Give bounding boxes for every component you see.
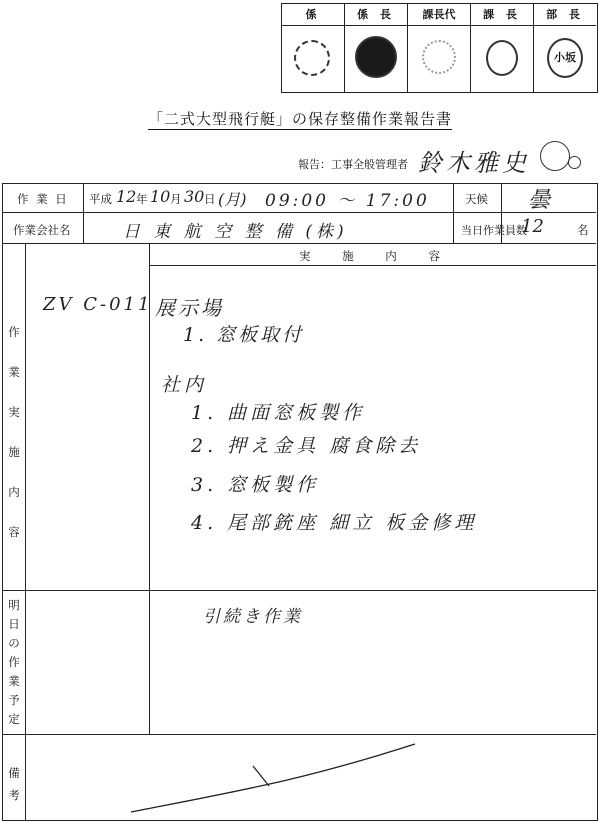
role-header-kachodai: 課長代 bbox=[408, 4, 471, 26]
date-year: 12 bbox=[116, 187, 137, 206]
seal-stamp bbox=[422, 40, 456, 74]
reporter-signature: 鈴木雅史 bbox=[418, 149, 530, 177]
work-time-range: 09:00 ～ 17:00 bbox=[265, 191, 430, 211]
approval-stamp-table bbox=[281, 3, 598, 93]
date-month-unit: 月 bbox=[170, 192, 182, 206]
work-line: 1. 窓板取付 bbox=[183, 324, 305, 346]
workers-label: 当日作業員数 bbox=[461, 224, 527, 237]
stamp-cell-bucho bbox=[534, 26, 596, 92]
stamp-cell-kachodai bbox=[408, 26, 471, 92]
date-day-unit: 日 bbox=[204, 192, 216, 206]
work-section-label: 作 業 実 施 内 容 bbox=[8, 325, 20, 539]
role-header-kakari: 係 bbox=[282, 4, 345, 26]
plan-section-label: 明 日 の 作 業 予 定 bbox=[8, 598, 20, 726]
work-line: 1. 曲面窓板製作 bbox=[191, 402, 366, 424]
work-date-label: 作 業 日 bbox=[17, 192, 69, 206]
work-line: 社内 bbox=[161, 374, 208, 396]
role-header-kakaricho: 係 長 bbox=[345, 4, 408, 26]
date-month: 10 bbox=[150, 187, 171, 206]
role-header-kacho: 課 長 bbox=[471, 4, 534, 26]
reporter-seal-mark bbox=[568, 156, 581, 169]
seal-stamp bbox=[486, 40, 518, 76]
weather-label: 天候 bbox=[465, 192, 488, 206]
company-value: 日 東 航 空 整 備 (株) bbox=[123, 222, 348, 242]
work-line: 2. 押え金具 腐食除去 bbox=[191, 435, 422, 457]
work-report-form bbox=[2, 183, 598, 821]
workers-count: 12 bbox=[521, 216, 544, 237]
work-code: ZV C-011 bbox=[43, 294, 153, 315]
stamp-cell-kakari bbox=[282, 26, 345, 92]
reporter-label: 報告：工事全般管理者 bbox=[298, 158, 408, 171]
seal-stamp bbox=[355, 36, 397, 78]
remarks-cancel-line bbox=[3, 184, 596, 820]
tomorrow-plan: 引続き作業 bbox=[203, 607, 303, 627]
stamp-cell-kakaricho bbox=[345, 26, 408, 92]
stamp-cell-kacho bbox=[471, 26, 534, 92]
weather-value: 曇 bbox=[528, 188, 551, 213]
role-header-bucho: 部 長 bbox=[534, 4, 596, 26]
date-weekday: (月) bbox=[218, 190, 247, 209]
work-line: 展示場 bbox=[155, 296, 224, 320]
seal-stamp bbox=[294, 40, 330, 76]
content-header: 実 施 内 容 bbox=[299, 249, 454, 263]
report-title: 「二式大型飛行艇」の保存整備作業報告書 bbox=[147, 110, 452, 128]
date-era: 平成 bbox=[89, 192, 112, 206]
remarks-section-label: 備 考 bbox=[8, 766, 20, 802]
work-line: 4. 尾部銃座 細立 板金修理 bbox=[191, 512, 478, 534]
company-label: 作業会社名 bbox=[13, 223, 71, 237]
date-day: 30 bbox=[184, 187, 205, 206]
seal-stamp-kosaka: 小坂 bbox=[547, 38, 583, 78]
work-line: 3. 窓板製作 bbox=[191, 474, 320, 496]
reporter-seal bbox=[540, 141, 570, 171]
date-year-unit: 年 bbox=[136, 192, 148, 206]
workers-unit: 名 bbox=[577, 223, 589, 237]
